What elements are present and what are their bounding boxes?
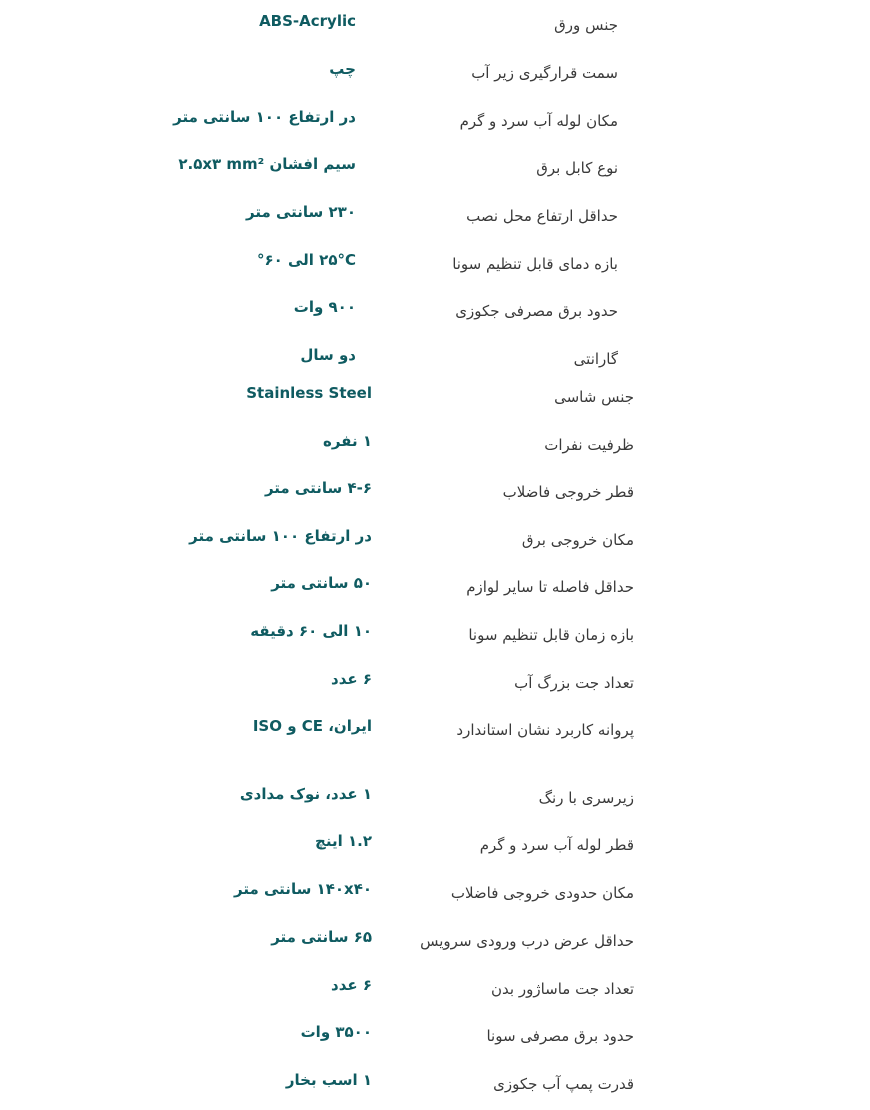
- spec-value: ۹۰۰ وات: [293, 298, 356, 316]
- spec-row: [0, 574, 870, 604]
- spec-label: حداقل عرض درب ورودی سرویس: [420, 932, 634, 950]
- spec-value: ۲۳۰ سانتی متر: [246, 203, 356, 221]
- spec-row: [0, 155, 870, 185]
- spec-value: ۵۰ سانتی متر: [271, 574, 372, 592]
- spec-row: [0, 670, 870, 700]
- spec-label: مکان لوله آب سرد و گرم: [459, 112, 618, 130]
- spec-label: گارانتی: [573, 350, 618, 368]
- spec-row: [0, 60, 870, 90]
- spec-row: [0, 384, 870, 414]
- spec-label: حدود برق مصرفی سونا: [486, 1027, 634, 1045]
- spec-row: [0, 1071, 870, 1101]
- spec-label: جنس ورق: [554, 16, 618, 34]
- spec-row: [0, 479, 870, 509]
- spec-row: [0, 832, 870, 862]
- spec-value: ۱ نفره: [323, 432, 372, 450]
- spec-label: حدود برق مصرفی جکوزی: [455, 302, 618, 320]
- spec-label: قطر لوله آب سرد و گرم: [479, 836, 634, 854]
- spec-label: تعداد جت بزرگ آب: [514, 674, 634, 692]
- spec-row: [0, 622, 870, 652]
- spec-row: [0, 785, 870, 815]
- spec-value: ۱.۲ اینچ: [315, 832, 372, 850]
- spec-row: [0, 346, 870, 376]
- spec-row: [0, 108, 870, 138]
- spec-value: ۶ عدد: [331, 670, 372, 688]
- spec-label: جنس شاسی: [554, 388, 634, 406]
- spec-value: در ارتفاع ۱۰۰ سانتی متر: [189, 527, 372, 545]
- spec-value: ایران، CE و ISO: [252, 717, 372, 735]
- spec-value: ۴-۶ سانتی متر: [264, 479, 372, 497]
- spec-label: مکان خروجی برق: [521, 531, 634, 549]
- spec-value: ABS-Acrylic: [259, 12, 356, 30]
- spec-row: [0, 717, 870, 747]
- spec-label: قدرت پمپ آب جکوزی: [493, 1075, 634, 1093]
- spec-value: ۱۰ الی ۶۰ دقیقه: [250, 622, 372, 640]
- spec-label: قطر خروجی فاضلاب: [502, 483, 634, 501]
- spec-label: حداقل فاصله تا سایر لوازم: [466, 578, 634, 596]
- spec-row: [0, 880, 870, 910]
- spec-value: Stainless Steel: [246, 384, 372, 402]
- spec-value: ۱۴۰x۴۰ سانتی متر: [234, 880, 372, 898]
- spec-label: بازه زمان قابل تنظیم سونا: [468, 626, 634, 644]
- spec-label: پروانه کاربرد نشان استاندارد: [456, 721, 634, 739]
- spec-row: [0, 527, 870, 557]
- spec-value: ۶۵ سانتی متر: [271, 928, 372, 946]
- spec-row: [0, 251, 870, 281]
- spec-row: [0, 203, 870, 233]
- spec-value: ۱ اسب بخار: [285, 1071, 372, 1089]
- spec-row: [0, 1023, 870, 1053]
- spec-label: ظرفیت نفرات: [544, 436, 634, 454]
- spec-row: [0, 12, 870, 42]
- spec-label: زیرسری با رنگ: [538, 789, 634, 807]
- spec-value: ۲۵°C الی ۶۰°: [256, 251, 356, 269]
- spec-row: [0, 928, 870, 958]
- spec-row: [0, 976, 870, 1006]
- spec-label: تعداد جت ماساژور بدن: [491, 980, 634, 998]
- spec-value: در ارتفاع ۱۰۰ سانتی متر: [173, 108, 356, 126]
- spec-value: ۳۵۰۰ وات: [300, 1023, 372, 1041]
- spec-row: [0, 432, 870, 462]
- spec-label: مکان حدودی خروجی فاضلاب: [450, 884, 634, 902]
- spec-label: حداقل ارتفاع محل نصب: [466, 207, 618, 225]
- spec-label: نوع کابل برق: [536, 159, 618, 177]
- spec-value: سیم افشان ۲.۵x۳ mm²: [178, 155, 356, 173]
- spec-label: سمت قرارگیری زیر آب: [471, 64, 618, 82]
- spec-row: [0, 298, 870, 328]
- spec-value: چپ: [329, 60, 356, 78]
- spec-label: بازه دمای قابل تنظیم سونا: [452, 255, 618, 273]
- spec-value: ۶ عدد: [331, 976, 372, 994]
- spec-value: ۱ عدد، نوک مدادی: [239, 785, 372, 803]
- spec-value: دو سال: [300, 346, 356, 364]
